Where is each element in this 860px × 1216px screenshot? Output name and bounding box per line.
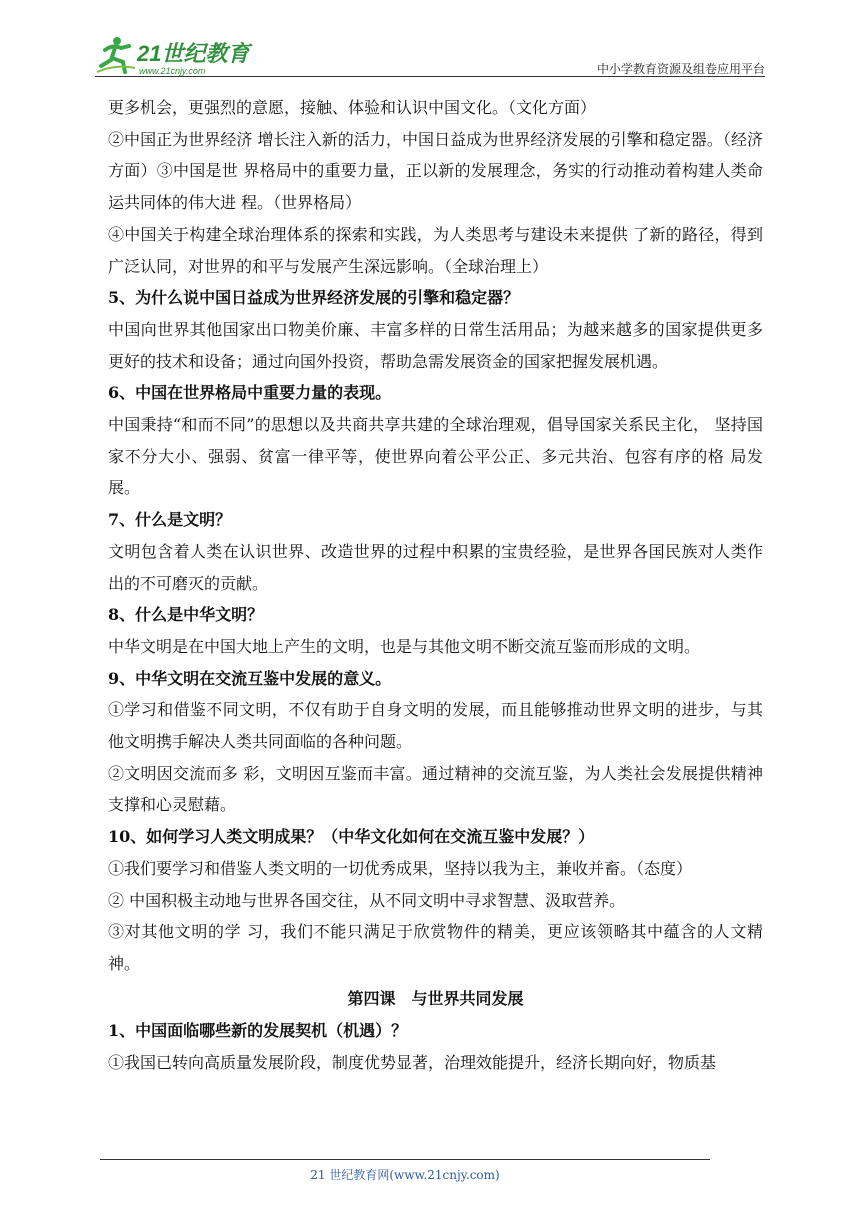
footer-divider xyxy=(100,1159,710,1160)
paragraph: ②文明因交流而多 彩，文明因互鉴而丰富。通过精神的交流互鉴，为人类社会发展提供精神支撑和心灵慰藉。 xyxy=(108,763,763,815)
paragraph: ④中国关于构建全球治理体系的探索和实践，为人类思考与建设未来提供 了新的路径，得到广泛认同，对世界的和平与发展产生深远影响。（全球治理上） xyxy=(108,224,763,276)
paragraph: 中华文明是在中国大地上产生的文明，也是与其他文明不断交流互鉴而形成的文明。 xyxy=(108,636,701,656)
lesson-title: 第四课 与世界共同发展 xyxy=(347,988,524,1008)
document-body xyxy=(108,92,763,1079)
paragraph: ①我国已转向高质量发展阶段，制度优势显著，治理效能提升，经济长期向好，物质基 xyxy=(108,1053,717,1073)
page-footer: 21 世纪教育网(www.21cnjy.com) xyxy=(310,1168,500,1182)
question-heading: 7、什么是文明？ xyxy=(108,510,232,530)
paragraph: 中国秉持“和而不同”的思想以及共商共享共建的全球治理观，倡导国家关系民主化， 坚持国家不分大小、强弱、贫富一律平等，使世界向着公平公正、多元共治、包容有序的格 局发展。 xyxy=(108,415,763,498)
question-heading: 5、为什么说中国日益成为世界经济发展的引擎和稳定器？ xyxy=(108,288,520,308)
paragraph: 文明包含着人类在认识世界、改造世界的过程中积累的宝贵经验，是世界各国民族对人类作出的不可磨灭的贡献。 xyxy=(108,541,763,593)
page-header xyxy=(95,30,765,80)
svg-text:www.21cnjy.com: www.21cnjy.com xyxy=(139,66,206,76)
svg-text:21世纪教育: 21世纪教育 xyxy=(137,41,250,66)
question-heading: 6、中国在世界格局中重要力量的表现。 xyxy=(108,383,392,403)
logo-21cnjy xyxy=(95,34,265,78)
question-heading: 10、如何学习人类文明成果？（中华文化如何在交流互鉴中发展？） xyxy=(108,827,595,847)
header-divider xyxy=(95,76,765,77)
platform-name: 中小学教育资源及组卷应用平台 xyxy=(596,62,765,76)
question-heading: 1、中国面临哪些新的发展契机（机遇）？ xyxy=(108,1021,408,1041)
paragraph: ② 中国积极主动地与世界各国交往，从不同文明中寻求智慧、汲取营养。 xyxy=(108,890,626,910)
paragraph: ②中国正为世界经济 增长注入新的活力，中国日益成为世界经济发展的引擎和稳定器。（经济方面）③中国是世 界格局中的重要力量，正以新的发展理念，务实的行动推动着构建人类命运共同体的伟大进 程。（世界格局） xyxy=(108,129,763,213)
paragraph: 中国向世界其他国家出口物美价廉、丰富多样的日常生活用品；为越来越多的国家提供更多更好的技术和设备；通过向国外投资，帮助急需发展资金的国家把握发展机遇。 xyxy=(108,319,763,371)
question-heading: 9、中华文明在交流互鉴中发展的意义。 xyxy=(108,668,392,688)
paragraph: ①学习和借鉴不同文明，不仅有助于自身文明的发展，而且能够推动世界文明的进步，与其他文明携手解决人类共同面临的各种问题。 xyxy=(108,700,763,752)
paragraph: ①我们要学习和借鉴人类文明的一切优秀成果，坚持以我为主，兼收并畜。（态度） xyxy=(108,858,693,878)
question-heading: 8、什么是中华文明？ xyxy=(108,605,264,625)
paragraph: ③对其他文明的学 习，我们不能只满足于欣赏物件的精美，更应该领略其中蕴含的人文精神。 xyxy=(108,922,763,973)
paragraph: 更多机会，更强烈的意愿，接触、体验和认识中国文化。（文化方面） xyxy=(108,98,597,117)
